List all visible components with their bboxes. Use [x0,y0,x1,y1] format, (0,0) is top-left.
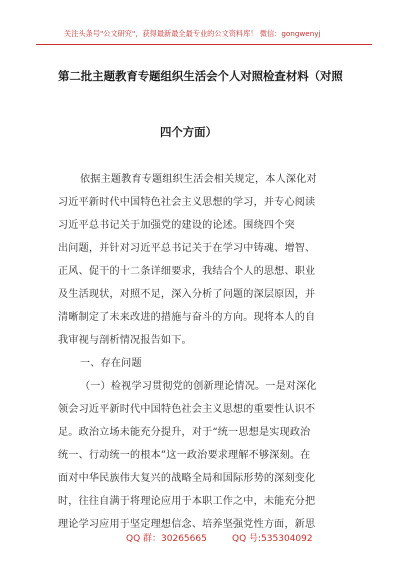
footer-qq-group: QQ 群：30265665 [126,534,207,544]
body-line: 正风、促干的十二条详细要求，我结合个人的思想、职业 [58,266,316,277]
body-line: 足。政治立场未能充分提升，对于“统一思想是实现政治 [58,427,311,438]
document-title-line-1: 第二批主题教育专题组织生活会个人对照检查材料（对照 [58,69,343,83]
document-title-line-2: 四个方面） [160,125,217,139]
body-line: （一）检视学习贯彻党的创新理论情况。一是对深化 [80,381,317,392]
body-line: 时，往往自满于将理论应用于本职工作之中，未能充分把 [58,496,316,507]
body-line: 理论学习应用于坚定理想信念、培养坚强党性方面，新思 [58,519,316,530]
header-banner: 关注头条号"公文研究"，获得最新最全最专业的公文资料库！ 微信：gongwenyj [64,29,321,38]
footer-contact [0,532,408,546]
body-line: 统一、行动统一的根本”这一政治要求理解不够深刻。在 [58,450,311,461]
body-line: 依据主题教育专题组织生活会相关规定，本人深化对 [80,174,317,185]
body-line: 出问题，并针对习近平总书记关于在学习中铸魂、增智、 [58,243,316,254]
body-line: 领会习近平新时代中国特色社会主义思想的重要性认识不 [58,404,316,415]
header-rule [36,44,372,45]
body-line: 习近平新时代中国特色社会主义思想的学习，并专心阅读 [58,197,316,208]
body-line: 及生活现状，对照不足，深入分析了问题的深层原因，并 [58,289,316,300]
footer-qq-number: QQ 号:535304092 [232,534,313,544]
section-heading: 一、存在问题 [80,358,142,369]
body-line: 清晰制定了未来改进的措施与奋斗的方向。现将本人的自 [58,312,316,323]
body-line: 习近平总书记关于加强党的建设的论述。围绕四个突 [58,220,295,231]
body-line: 面对中华民族伟大复兴的战略全局和国际形势的深刻变化 [58,473,316,484]
body-line: 我审视与剖析情况报告如下。 [58,335,192,346]
